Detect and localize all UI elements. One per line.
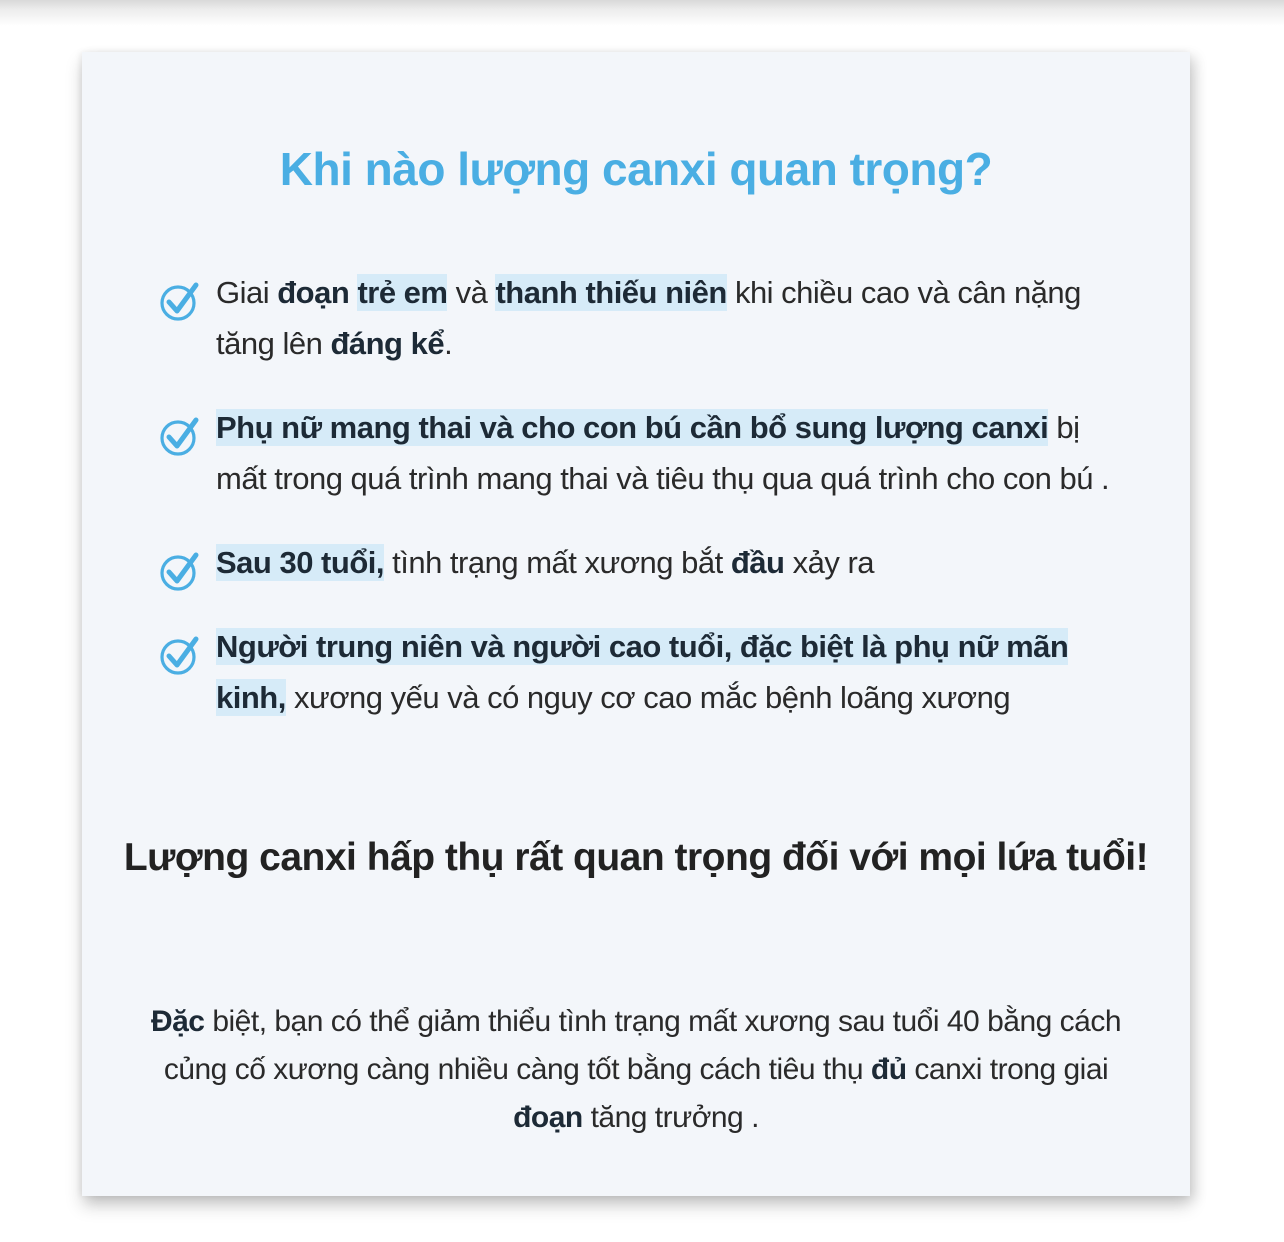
text-run: và xyxy=(447,275,496,310)
check-circle-icon xyxy=(158,549,202,593)
check-circle-icon xyxy=(158,633,202,677)
text-run: tăng trưởng . xyxy=(582,1101,759,1134)
bullet-item-pregnant-women xyxy=(158,402,1128,504)
bold-text: Đặc xyxy=(150,1005,205,1038)
bullet-item-children xyxy=(158,267,1128,369)
subheading: Lượng canxi hấp thụ rất quan trọng đối với mọi lứa tuổi! xyxy=(123,836,1149,879)
bold-text: đủ xyxy=(870,1053,907,1086)
bold-text: đầu xyxy=(730,545,785,580)
bullet-list xyxy=(158,267,1128,723)
text-run: canxi trong giai xyxy=(906,1053,1109,1086)
info-card xyxy=(82,52,1190,1196)
card-title: Khi nào lượng canxi quan trọng? xyxy=(279,143,993,195)
text-run: . xyxy=(444,326,453,361)
bold-text: đoạn xyxy=(513,1101,583,1134)
text-run: bị mất trong quá trình mang thai và tiêu thụ qua quá trình cho con bú . xyxy=(216,410,1110,496)
bullet-text xyxy=(216,274,1081,361)
text-run: tình trạng mất xương bắt xyxy=(383,545,731,580)
bullet-text xyxy=(216,628,1068,716)
bullet-item-after-30 xyxy=(158,537,1128,588)
highlighted-text: thanh thiếu niên xyxy=(495,275,727,310)
highlighted-text: Người trung niên và người cao tuổi, đặc biệt là phụ nữ mãn kinh, xyxy=(216,629,1069,715)
bold-text: đoạn xyxy=(277,275,350,310)
top-edge-shadow xyxy=(0,0,1284,26)
highlighted-text: Phụ nữ mang thai và cho con bú cần bổ sung lượng canxi xyxy=(216,410,1049,445)
text-run: biệt, bạn có thể giảm thiểu tình trạng mất xương sau tuổi 40 bằng cách củng cố xương càng nhiều càng tốt bằng cách tiêu thụ xyxy=(163,1005,1122,1086)
closing-paragraph xyxy=(142,998,1130,1142)
bullet-text xyxy=(216,544,874,581)
text-run: khi chiều cao và cân nặng tăng lên xyxy=(216,275,1081,361)
text-run: xảy ra xyxy=(784,545,875,580)
text-run: xương yếu và có nguy cơ cao mắc bệnh loãng xương xyxy=(285,680,1011,715)
text-run: Giai xyxy=(216,275,278,310)
check-circle-icon xyxy=(158,414,202,458)
bold-text: đáng kể xyxy=(330,326,445,361)
check-circle-icon xyxy=(158,279,202,323)
bullet-item-elderly xyxy=(158,621,1128,723)
highlighted-text: Sau 30 tuổi, xyxy=(216,545,384,580)
highlighted-text: trẻ em xyxy=(357,275,448,310)
bullet-text xyxy=(216,409,1109,496)
